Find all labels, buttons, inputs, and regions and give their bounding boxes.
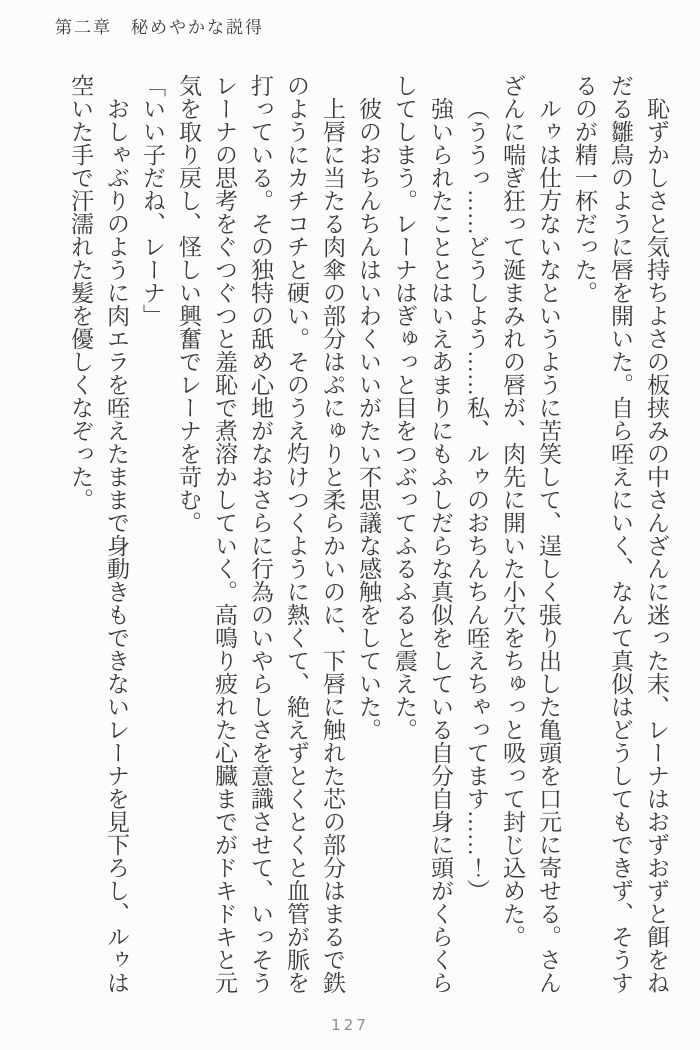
paragraph: ルゥは仕方ないなというように苦笑して、逞しく張り出した亀頭を口元に寄せる。さんざんに喘ぎ狂って涎まみれの唇が、肉先に開いた小穴をちゅっと吸って封じ込めた。 (500, 74, 561, 994)
paragraph: 上唇に当たる肉傘の部分はぷにゅりと柔らかいのに、下唇に触れた芯の部分はまるで鉄のようにカチコチと硬い。そのうえ灼けつくように熱くて、絶えずとくとくと血管が脈を打っている。その独特の舐め心地がなおさらに行為のいやらしさを意識させて、いっそうレーナの思考をぐつぐつと羞恥で煮溶かしていく。高鳴り疲れた心臓までがドキドキと元気を取り戻し、怪しい興奮でレーナを苛む。 (176, 74, 345, 994)
paragraph: 「いい子だね、レーナ」 (140, 74, 165, 327)
body-text (62, 74, 674, 994)
paragraph: （ううっ……どうしよう……私、ルゥのおちんちん咥えちゃってます……！） (464, 97, 489, 902)
paragraph: 恥ずかしさと気持ちよさの板挟みの中さんざんに迷った末、レーナはおずおずと餌をねだる雛鳥のように唇を開いた。自ら咥えにいく、なんて真似はどうしてもできず、そうするのが精一杯だった。 (572, 74, 669, 994)
page-number: 127 (331, 1016, 369, 1034)
chapter-header: 第二章 秘めやかな説得 (55, 18, 264, 37)
paragraph: 強いられたこととはいえあまりにもふしだらな真似をしている自分自身に頭がくらくらしてしまう。レーナはぎゅっと目をつぶってふるふると震えた。 (392, 74, 453, 994)
paragraph: 彼のおちんちんはいわくいいがたい不思議な感触をしていた。 (356, 97, 381, 741)
paragraph: おしゃぶりのように肉エラを咥えたままで身動きもできないレーナを見下ろし、ルゥは空いた手で汗濡れた髪を優しくなぞった。 (68, 74, 129, 994)
